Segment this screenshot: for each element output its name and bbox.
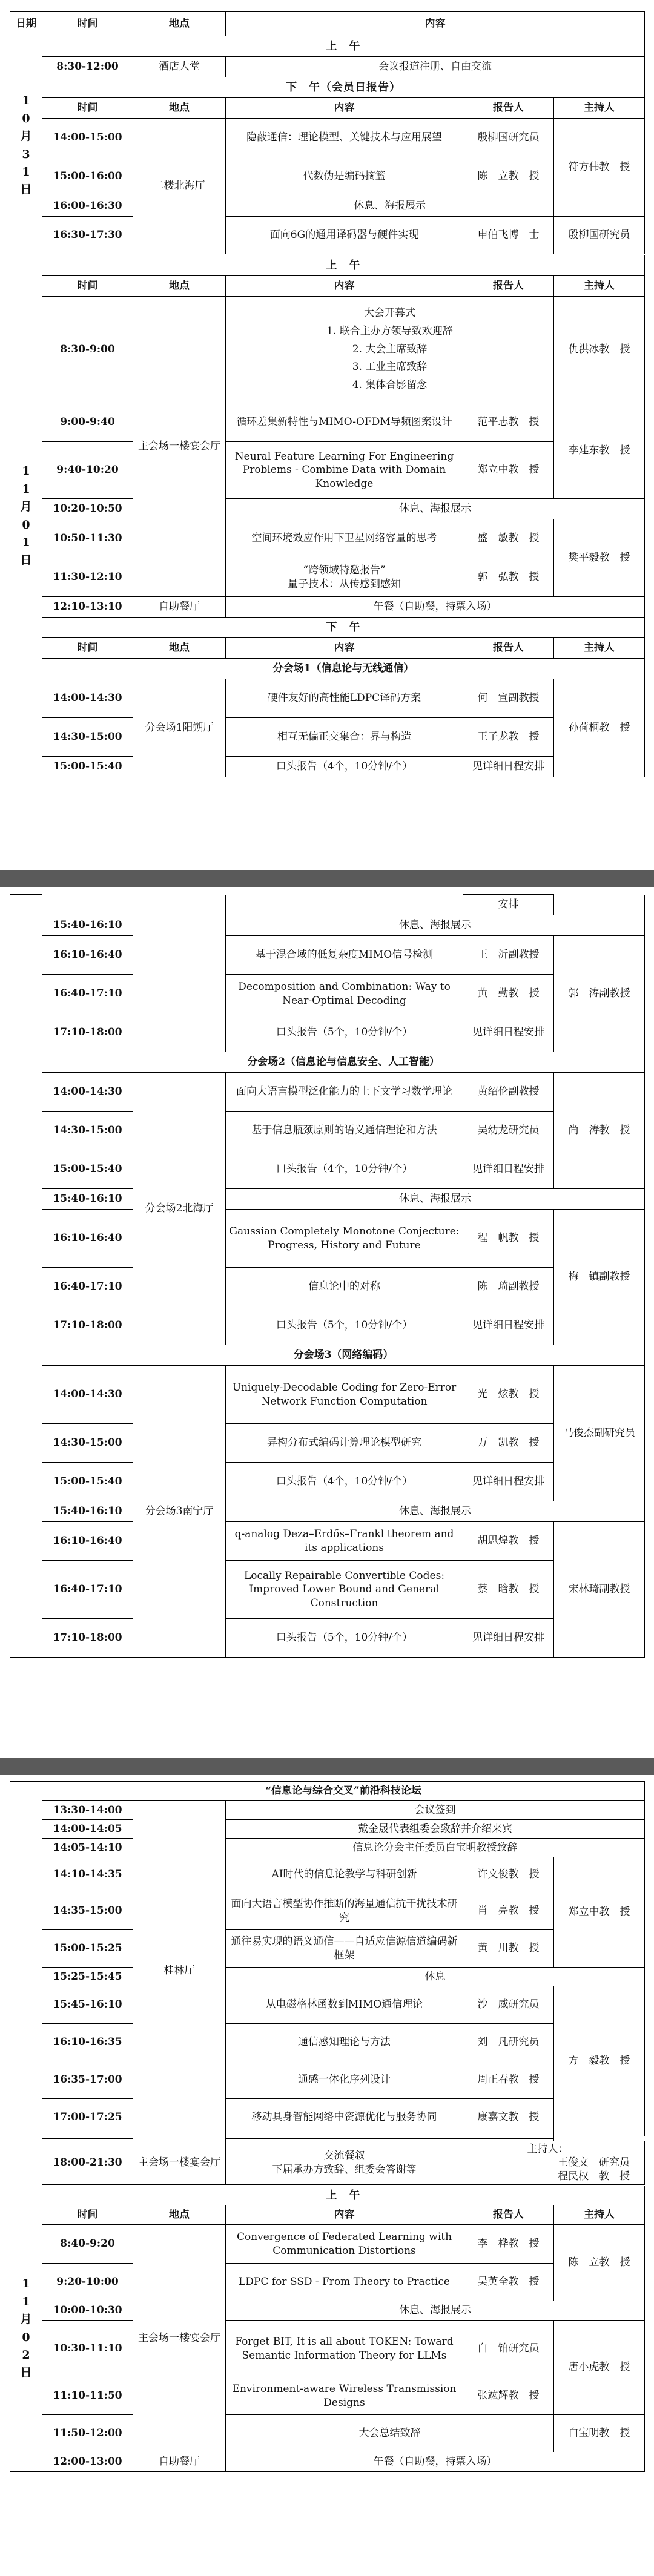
- reporter-cell: 吴幼龙研究员: [463, 1112, 554, 1150]
- talk-title: 面向6G的通用译码器与硬件实现: [226, 217, 463, 254]
- talk-title: 相互无偏正交集合：界与构造: [226, 718, 463, 757]
- lunch-cell: 午餐（自助餐，持票入场）: [226, 2452, 645, 2472]
- talk-title: 口头报告（5个，10分钟/个）: [226, 1013, 463, 1052]
- chair-label: 主持人：: [527, 2143, 569, 2156]
- time-cell: 12:00-13:00: [42, 2452, 133, 2472]
- talk-title: AI时代的信息论教学与科研创新: [226, 1857, 463, 1892]
- opening-item: 2. 大会主席致辞: [352, 343, 428, 355]
- reporter-cell: 沙 威研究员: [463, 1986, 554, 2024]
- talk-title: Gaussian Completely Monotone Conjecture: Progress, History and Future: [226, 1210, 463, 1268]
- empty-cell: [554, 895, 645, 915]
- event-cell: 戴金晟代表组委会致辞并介绍来宾: [226, 1820, 645, 1839]
- time-cell: 15:40-16:10: [42, 1501, 133, 1522]
- reporter-cell: 申伯飞博 士: [463, 217, 554, 254]
- schedule-table-part-3: [10, 1781, 645, 2472]
- break-cell: 休息: [226, 1968, 645, 1986]
- chair-cell: 殷柳国研究员: [554, 217, 645, 254]
- chair-cell: 仇洪冰教 授: [554, 297, 645, 403]
- header-reporter: 报告人: [463, 2205, 554, 2225]
- dinner-chairs: [463, 2141, 645, 2185]
- time-cell: 15:40-16:10: [42, 915, 133, 936]
- reporter-cell: 见详细日程安排: [463, 1619, 554, 1658]
- date-nov01: 11月01日: [10, 255, 42, 777]
- time-cell: 10:30-11:10: [42, 2321, 133, 2377]
- header-venue: 地点: [133, 98, 226, 119]
- talk-title: Uniquely-Decodable Coding for Zero-Error Network Function Computation: [226, 1366, 463, 1424]
- reporter-cell: 黄绍伦副教授: [463, 1073, 554, 1112]
- time-cell: 17:10-18:00: [42, 1619, 133, 1658]
- venue-cell: 分会场2北海厅: [133, 1073, 226, 1345]
- time-cell: 8:30-12:00: [42, 57, 133, 77]
- chair-cell: 郑立中教 授: [554, 1857, 645, 1968]
- talk-title: 通往易实现的语义通信——自适应信源信道编码新框架: [226, 1930, 463, 1968]
- closing-cell: 大会总结致辞: [226, 2415, 554, 2452]
- invited-label: “跨领域特邀报告”: [303, 564, 386, 577]
- header-date: 日期: [10, 12, 42, 36]
- event-cell: 信息论分会主任委员白宝明教授致辞: [226, 1839, 645, 1857]
- talk-title: 循环差集新特性与MIMO-OFDM导频图案设计: [226, 403, 463, 442]
- time-cell: 14:00-14:30: [42, 1073, 133, 1112]
- time-cell: 11:30-12:10: [42, 558, 133, 597]
- reporter-cell: 刘 凡研究员: [463, 2024, 554, 2061]
- talk-title: 口头报告（4个，10分钟/个）: [226, 757, 463, 777]
- talk-title: Neural Feature Learning For Engineering Problems - Combine Data with Domain Knowledge: [226, 442, 463, 499]
- time-cell: 16:40-17:10: [42, 1561, 133, 1619]
- talk-title: q-analog Deza–Erdős–Frankl theorem and its applications: [226, 1522, 463, 1561]
- date-column: [10, 895, 42, 1658]
- section-morning: 上 午: [42, 2186, 645, 2205]
- time-cell: 14:00-14:30: [42, 679, 133, 718]
- time-cell: 14:30-15:00: [42, 718, 133, 757]
- header-time: 时间: [42, 98, 133, 119]
- header-content: 内容: [226, 2205, 463, 2225]
- reporter-cell: 吴英全教 授: [463, 2264, 554, 2301]
- talk-title: Forget BIT, It is all about TOKEN: Toward Semantic Information Theory for LLMs: [226, 2321, 463, 2377]
- break-cell: 休息、海报展示: [226, 499, 645, 519]
- talk-title-text: 量子技术：从传感到感知: [288, 578, 401, 590]
- break-cell: 休息、海报展示: [226, 1501, 645, 1522]
- chair-cell: 符方伟教 授: [554, 119, 645, 217]
- venue-cell: 主会场一楼宴会厅: [133, 2141, 226, 2185]
- time-cell: 8:30-9:00: [42, 297, 133, 403]
- time-cell: 16:10-16:35: [42, 2024, 133, 2061]
- dinner-title: 交流餐叙: [323, 2150, 365, 2163]
- section-morning: 上 午: [42, 36, 645, 57]
- header-chair: 主持人: [554, 2205, 645, 2225]
- reporter-cell: 康嘉文教 授: [463, 2099, 554, 2136]
- time-cell: 8:40-9:20: [42, 2225, 133, 2264]
- venue-cell: 桂林厅: [133, 1801, 226, 2141]
- reporter-cell: 光 炫教 授: [463, 1366, 554, 1424]
- reporter-cell: 王 沂副教授: [463, 936, 554, 975]
- reporter-cell: 白宝明教 授: [554, 2415, 645, 2452]
- arrange-label: 安排: [498, 898, 519, 911]
- time-cell: 15:00-15:40: [42, 1150, 133, 1189]
- time-cell: 18:00-21:30: [42, 2141, 133, 2185]
- talk-title: Locally Repairable Convertible Codes: Improved Lower Bound and General Construction: [226, 1561, 463, 1619]
- chair-cell: 方 毅教 授: [554, 1986, 645, 2136]
- talk-title: 通信感知理论与方法: [226, 2024, 463, 2061]
- chair-name: 王俊文 研究员: [558, 2156, 630, 2169]
- chair-cell: 孙荷桐教 授: [554, 679, 645, 777]
- talk-title: 硬件友好的高性能LDPC译码方案: [226, 679, 463, 718]
- chair-cell: 宋林琦副教授: [554, 1522, 645, 1658]
- page-gap: [0, 1758, 654, 1775]
- event-cell: 会议签到: [226, 1801, 645, 1820]
- venue-cell: 二楼北海厅: [133, 119, 226, 254]
- reporter-cell: 黄 勤教 授: [463, 975, 554, 1013]
- talk-title: 移动具身智能网络中资源优化与服务协同: [226, 2099, 463, 2136]
- time-cell: 17:00-17:25: [42, 2099, 133, 2136]
- chair-cell: 马俊杰副研究员: [554, 1366, 645, 1501]
- venue-cell: 分会场3南宁厅: [133, 1366, 226, 1658]
- talk-title: Environment-aware Wireless Transmission Designs: [226, 2377, 463, 2415]
- venue-cell: 自助餐厅: [133, 2452, 226, 2472]
- time-cell: 9:00-9:40: [42, 403, 133, 442]
- break-cell: 休息、海报展示: [226, 2301, 645, 2321]
- time-cell: 17:10-18:00: [42, 1013, 133, 1052]
- venue-cell: 分会场1阳朔厅: [133, 679, 226, 777]
- time-cell: 10:00-10:30: [42, 2301, 133, 2321]
- reporter-cell: 王子龙教 授: [463, 718, 554, 757]
- time-cell: 14:00-15:00: [42, 119, 133, 157]
- chair-cell: 尚 涛教 授: [554, 1073, 645, 1189]
- venue-cell: 自助餐厅: [133, 597, 226, 618]
- time-cell: 15:00-16:00: [42, 157, 133, 196]
- reporter-cell: 郭 弘教 授: [463, 558, 554, 597]
- reporter-cell: 周正春教 授: [463, 2061, 554, 2099]
- reporter-cell: 程 帆教 授: [463, 1210, 554, 1268]
- time-cell: 9:40-10:20: [42, 442, 133, 499]
- talk-title: 通感一体化序列设计: [226, 2061, 463, 2099]
- forum-title: 分会场3（网络编码）: [42, 1345, 645, 1366]
- time-cell: 10:50-11:30: [42, 519, 133, 558]
- talk-title: 异构分布式编码计算理论模型研究: [226, 1424, 463, 1463]
- chair-cell: 郭 涛副教授: [554, 936, 645, 1052]
- time-cell: 14:00-14:30: [42, 1366, 133, 1424]
- reporter-cell: 肖 亮教 授: [463, 1892, 554, 1930]
- break-cell: 休息、海报展示: [226, 196, 554, 217]
- opening-item: 1. 联合主办方领导致欢迎辞: [326, 324, 453, 337]
- break-cell: 休息、海报展示: [226, 915, 645, 936]
- header-time: 时间: [42, 638, 133, 659]
- header-venue: 地点: [133, 276, 226, 297]
- chair-cell: 梅 镇副教授: [554, 1210, 645, 1345]
- time-cell: 11:10-11:50: [42, 2377, 133, 2415]
- header-reporter: 报告人: [463, 276, 554, 297]
- header-venue: 地点: [133, 12, 226, 36]
- header-time: 时间: [42, 276, 133, 297]
- reporter-cell: 郑立中教 授: [463, 442, 554, 499]
- header-reporter: 报告人: [463, 638, 554, 659]
- reporter-cell: 张竑辉教 授: [463, 2377, 554, 2415]
- section-afternoon: 下 午（会员日报告）: [42, 77, 645, 98]
- time-cell: 16:35-17:00: [42, 2061, 133, 2099]
- date-oct31: 10月31日: [10, 36, 42, 255]
- reporter-cell: 盛 敏教 授: [463, 519, 554, 558]
- date-column: [10, 1782, 42, 2186]
- reporter-cell: 李 桦教 授: [463, 2225, 554, 2264]
- venue-cell: [133, 915, 226, 1052]
- time-cell: 14:05-14:10: [42, 1839, 133, 1857]
- time-cell: 16:40-17:10: [42, 1268, 133, 1306]
- forum-title: “信息论与综合交叉”前沿科技论坛: [42, 1782, 645, 1801]
- header-venue: 地点: [133, 2205, 226, 2225]
- opening-ceremony: [226, 297, 554, 403]
- lunch-cell: 午餐（自助餐，持票入场）: [226, 597, 645, 618]
- time-cell: 16:10-16:40: [42, 1522, 133, 1561]
- reporter-cell: 白 铂研究员: [463, 2321, 554, 2377]
- time-cell: 17:10-18:00: [42, 1306, 133, 1345]
- header-time: 时间: [42, 12, 133, 36]
- header-chair: 主持人: [554, 638, 645, 659]
- time-cell: 10:20-10:50: [42, 499, 133, 519]
- venue-cell: 主会场一楼宴会厅: [133, 297, 226, 597]
- talk-title: 基于信息瓶颈原则的语义通信理论和方法: [226, 1112, 463, 1150]
- time-cell: 14:30-15:00: [42, 1112, 133, 1150]
- reporter-cell: 万 凯教 授: [463, 1424, 554, 1463]
- reporter-cell: 范平志教 授: [463, 403, 554, 442]
- reporter-cell: 黄 川教 授: [463, 1930, 554, 1968]
- time-cell: 13:30-14:00: [42, 1801, 133, 1820]
- dinner-subtitle: 下届承办方致辞、组委会答谢等: [272, 2163, 417, 2176]
- talk-title: 口头报告（5个，10分钟/个）: [226, 1306, 463, 1345]
- header-chair: 主持人: [554, 276, 645, 297]
- header-reporter: 报告人: [463, 98, 554, 119]
- time-cell: 11:50-12:00: [42, 2415, 133, 2452]
- reporter-cell: 许文俊教 授: [463, 1857, 554, 1892]
- talk-title: LDPC for SSD - From Theory to Practice: [226, 2264, 463, 2301]
- talk-title: 隐蔽通信：理论模型、关键技术与应用展望: [226, 119, 463, 157]
- header-venue: 地点: [133, 638, 226, 659]
- reporter-cell: 何 宣副教授: [463, 679, 554, 718]
- reporter-cell: [463, 895, 554, 915]
- time-cell: 16:10-16:40: [42, 936, 133, 975]
- header-content: 内容: [226, 638, 463, 659]
- talk-title: 面向大语言模型泛化能力的上下文学习数学理论: [226, 1073, 463, 1112]
- time-cell: 15:00-15:40: [42, 757, 133, 777]
- reporter-cell: 见详细日程安排: [463, 1463, 554, 1501]
- time-cell: 14:00-14:05: [42, 1820, 133, 1839]
- talk-title: 信息论中的对称: [226, 1268, 463, 1306]
- reporter-cell: 陈 立教 授: [463, 157, 554, 196]
- schedule-table-part-2: [10, 894, 645, 1658]
- reporter-cell: 见详细日程安排: [463, 1013, 554, 1052]
- talk-title: Decomposition and Combination: Way to Near-Optimal Decoding: [226, 975, 463, 1013]
- reporter-cell: 蔡 晗教 授: [463, 1561, 554, 1619]
- header-chair: 主持人: [554, 98, 645, 119]
- time-cell: 15:25-15:45: [42, 1968, 133, 1986]
- talk-title: 面向大语言模型协作推断的海量通信抗干扰技术研究: [226, 1892, 463, 1930]
- chair-cell: 陈 立教 授: [554, 2225, 645, 2301]
- time-cell: 14:35-15:00: [42, 1892, 133, 1930]
- time-cell: 15:40-16:10: [42, 1189, 133, 1210]
- time-cell: 9:20-10:00: [42, 2264, 133, 2301]
- page-gap: [0, 870, 654, 887]
- section-afternoon: 下 午: [42, 618, 645, 638]
- reporter-cell: 见详细日程安排: [463, 757, 554, 777]
- date-nov02: 11月02日: [10, 2186, 42, 2472]
- time-cell: 15:00-15:25: [42, 1930, 133, 1968]
- header-content: 内容: [226, 98, 463, 119]
- opening-item: 4. 集体合影留念: [352, 379, 428, 392]
- time-cell: 14:10-14:35: [42, 1857, 133, 1892]
- time-cell: 16:00-16:30: [42, 196, 133, 217]
- time-cell: 16:10-16:40: [42, 1210, 133, 1268]
- reporter-cell: 见详细日程安排: [463, 1150, 554, 1189]
- time-cell: 12:10-13:10: [42, 597, 133, 618]
- reporter-cell: 见详细日程安排: [463, 1306, 554, 1345]
- header-content: 内容: [226, 276, 463, 297]
- talk-title: [226, 558, 463, 597]
- talk-title: 口头报告（4个，10分钟/个）: [226, 1463, 463, 1501]
- talk-title: 代数伪是编码摘篮: [226, 157, 463, 196]
- empty-cell: [226, 895, 463, 915]
- opening-title: 大会开幕式: [364, 307, 415, 320]
- schedule-table-part-1: [10, 11, 645, 777]
- dinner-content: [226, 2141, 463, 2185]
- content-cell: 会议报道注册、自由交流: [226, 57, 645, 77]
- reporter-cell: 胡思煌教 授: [463, 1522, 554, 1561]
- chair-cell: 樊平毅教 授: [554, 519, 645, 597]
- opening-item: 3. 工业主席致辞: [352, 361, 428, 374]
- talk-title: 基于混合域的低复杂度MIMO信号检测: [226, 936, 463, 975]
- reporter-cell: 陈 琦副教授: [463, 1268, 554, 1306]
- time-cell: 15:45-16:10: [42, 1986, 133, 2024]
- time-cell: 16:40-17:10: [42, 975, 133, 1013]
- venue-cell: 酒店大堂: [133, 57, 226, 77]
- time-cell: 16:30-17:30: [42, 217, 133, 254]
- chair-cell: 李建东教 授: [554, 403, 645, 499]
- forum-title: 分会场1（信息论与无线通信）: [42, 659, 645, 679]
- talk-title: 口头报告（5个，10分钟/个）: [226, 1619, 463, 1658]
- empty-cell: [42, 895, 133, 915]
- chair-cell: 唐小虎教 授: [554, 2321, 645, 2415]
- header-time: 时间: [42, 2205, 133, 2225]
- talk-title: Convergence of Federated Learning with Communication Distortions: [226, 2225, 463, 2264]
- talk-title: 空间环境效应作用下卫星网络容量的思考: [226, 519, 463, 558]
- talk-title: 口头报告（4个，10分钟/个）: [226, 1150, 463, 1189]
- forum-title: 分会场2（信息论与信息安全、人工智能）: [42, 1052, 645, 1073]
- time-cell: 15:00-15:40: [42, 1463, 133, 1501]
- time-cell: 14:30-15:00: [42, 1424, 133, 1463]
- reporter-cell: 殷柳国研究员: [463, 119, 554, 157]
- venue-cell: 主会场一楼宴会厅: [133, 2225, 226, 2452]
- empty-cell: [133, 895, 226, 915]
- talk-title: 从电磁格林函数到MIMO通信理论: [226, 1986, 463, 2024]
- chair-name: 程民权 教 授: [558, 2170, 630, 2182]
- header-content: 内容: [226, 12, 645, 36]
- break-cell: 休息、海报展示: [226, 1189, 645, 1210]
- section-morning: 上 午: [42, 255, 645, 276]
